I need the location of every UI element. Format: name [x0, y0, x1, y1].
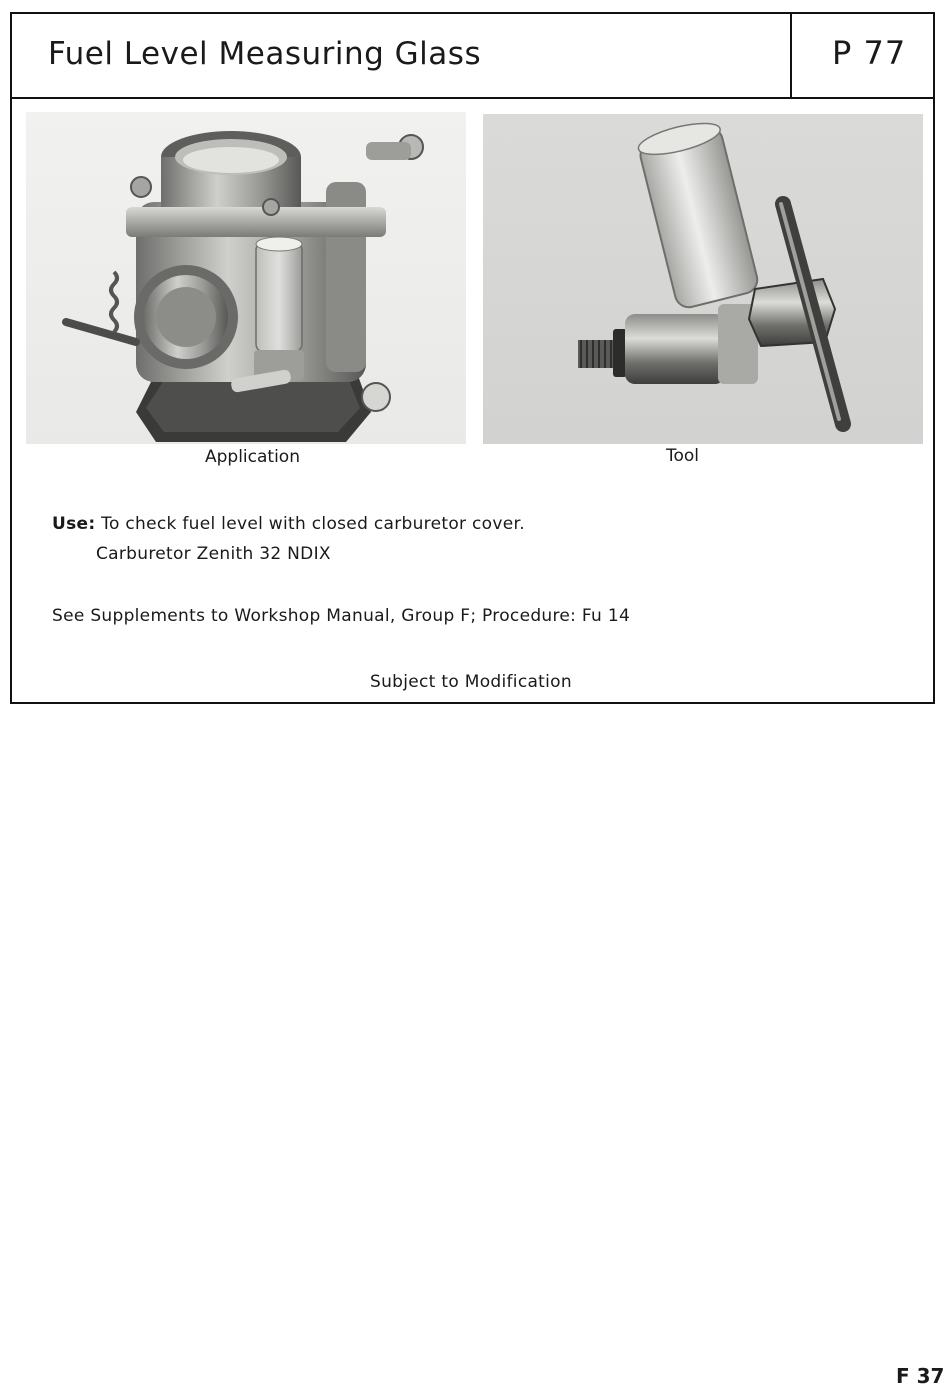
use-text: To check fuel level with closed carburetor cover.	[95, 514, 525, 534]
application-photo	[26, 112, 466, 444]
modification-notice: Subject to Modification	[370, 672, 572, 692]
tool-caption: Tool	[666, 446, 700, 466]
page-number: F 37	[896, 1364, 945, 1388]
measuring-glass-illustration	[483, 114, 923, 444]
page-title: Fuel Level Measuring Glass	[48, 36, 482, 72]
reference-text: See Supplements to Workshop Manual, Group F; Procedure: Fu 14	[52, 606, 631, 626]
tool-code-box	[790, 14, 935, 97]
application-caption: Application	[205, 447, 300, 467]
use-statement	[52, 514, 525, 534]
carburetor-illustration	[26, 112, 466, 444]
use-detail: Carburetor Zenith 32 NDIX	[96, 544, 331, 564]
tool-code: P 77	[832, 34, 907, 72]
tool-photo	[483, 114, 923, 444]
use-label: Use:	[52, 514, 96, 534]
sheet-header	[12, 14, 933, 99]
tool-sheet	[10, 12, 935, 704]
